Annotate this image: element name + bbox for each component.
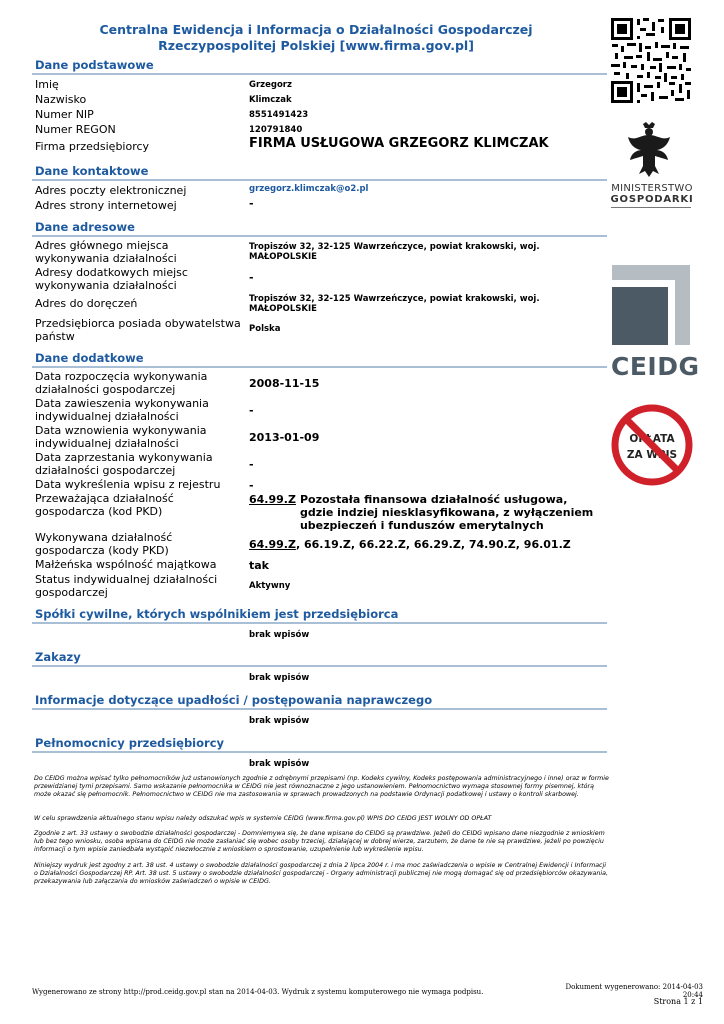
label-company-name: Firma przedsiębiorcy xyxy=(35,140,150,153)
value-first-name: Grzegorz xyxy=(249,80,292,90)
value-delivery-address: Tropiszów 32, 32-125 Wawrzeńczyce, powiat krakowski, woj. MAŁOPOLSKIE xyxy=(249,294,540,314)
pkd-code-first: 64.99.Z xyxy=(249,538,296,551)
title-line-1: Centralna Ewidencja i Informacja o Działalności Gospodarczej xyxy=(99,22,533,37)
label-main-pkd: Przeważająca działalność gospodarcza (kod PKD) xyxy=(35,492,174,518)
no-fee-line-2: ZA WPIS xyxy=(626,449,678,461)
label-start-date: Data rozpoczęcia wykonywania działalności gospodarczej xyxy=(35,370,208,396)
label-nip: Numer NIP xyxy=(35,108,94,121)
label-pkd-codes: Wykonywana działalność gospodarcza (kody PKD) xyxy=(35,531,173,557)
value-start-date: 2008-11-15 xyxy=(249,377,320,390)
value-email: grzegorz.klimczak@o2.pl xyxy=(249,184,369,194)
footnote-proxies: Do CEIDG można wpisać tylko pełnomocników już ustanowionych zgodnie z odrębnymi przepisami (np. Kodeks cywilny, Kodeks postępowania administracyjnego i inne) oraz w formie przewidzianej tymi przepisami. Samo wskazanie pełnomocnika w CEIDG nie jest równoznaczne z jego ustanowieniem. Pełnomocnictwo wymaga stosownej formy pisemnej, którą może okazać się pełnomocnik. Pełnomocnictwo w CEIDG nie ma zastosowania w sprawach prowadzonych na podstawie Ordynacji podatkowej i ustawy o kontroli skarbowej. xyxy=(34,775,609,798)
value-nip: 8551491423 xyxy=(249,110,309,120)
no-fee-sign-slash xyxy=(610,403,694,487)
main-pkd-description: Pozostała finansowa działalność usługowa, gdzie indziej niesklasyfikowana, z wyłączeniem ubezpieczeń i funduszów emerytalnych xyxy=(299,493,594,532)
main-pkd-code: 64.99.Z xyxy=(249,493,296,506)
section-heading-bankruptcy: Informacje dotyczące upadłości / postępowania naprawczego xyxy=(32,693,607,710)
no-fee-line-1: OPŁATA xyxy=(629,433,675,445)
label-joint-property: Małżeńska wspólność majątkowa xyxy=(35,558,217,571)
value-pkd-codes xyxy=(249,538,594,551)
section-heading-basic: Dane podstawowe xyxy=(32,58,607,75)
label-resumption-date: Data wznowienia wykonywania indywidualnej działalności xyxy=(35,424,207,450)
footer-page-number: Strona 1 z 1 xyxy=(653,997,703,1006)
label-first-name: Imię xyxy=(35,78,59,91)
value-cessation-date: - xyxy=(249,458,254,471)
section-heading-additional: Dane dodatkowe xyxy=(32,351,607,368)
section-heading-address: Dane adresowe xyxy=(32,220,607,237)
document-title xyxy=(60,22,572,54)
title-line-2: Rzeczypospolitej Polskiej [www.firma.gov.pl] xyxy=(158,38,474,53)
label-additional-addresses: Adresy dodatkowych miejsc wykonywania działalności xyxy=(35,266,188,292)
label-status: Status indywidualnej działalności gospodarczej xyxy=(35,573,218,599)
ceidg-logo-text: CEIDG xyxy=(611,352,700,381)
ministry-name xyxy=(604,183,700,205)
label-cessation-date: Data zaprzestania wykonywania działalności gospodarczej xyxy=(35,451,213,477)
label-last-name: Nazwisko xyxy=(35,93,87,106)
section-heading-partnerships: Spółki cywilne, których wspólnikiem jest przedsiębiorca xyxy=(32,607,607,624)
footer-generated-from: Wygenerowano ze strony http://prod.ceidg.gov.pl stan na 2014-04-03. Wydruk z systemu komputerowego nie wymaga podpisu. xyxy=(32,988,484,996)
footnote-art33: Zgodnie z art. 33 ustawy o swobodzie działalności gospodarczej - Domniemywa się, że dane wpisane do CEIDG są prawdziwe. Jeżeli do CEIDG wpisano dane niezgodnie z wnioskiem lub bez tego wniosku, osoba wpisana do CEIDG nie może zasłaniać się wobec osoby trzeciej, działającej w dobrej wierze, zarzutem, że dane te nie są prawdziwe, jeżeli po powzięciu informacji o tym wpisie zaniedbała wystąpić niezwłocznie z wnioskiem o sprostowanie, uzupełnienie lub wykreślenie wpisu. xyxy=(34,830,605,853)
label-deletion-date: Data wykreślenia wpisu z rejestru xyxy=(35,478,221,491)
label-delivery-address: Adres do doręczeń xyxy=(35,297,138,310)
value-regon: 120791840 xyxy=(249,125,303,135)
footer-generated-date: Dokument wygenerowano: 2014-04-03 20:44 xyxy=(565,983,703,999)
value-partnerships-empty: brak wpisów xyxy=(249,630,310,640)
value-additional-addresses: - xyxy=(249,271,254,284)
value-proxies-empty: brak wpisów xyxy=(249,759,310,769)
label-main-address: Adres głównego miejsca wykonywania działalności xyxy=(35,239,177,265)
footnote-verify: W celu sprawdzenia aktualnego stanu wpisu należy odszukać wpis w systemie CEIDG (www.firma.gov.pl) WPIS DO CEIDG JEST WOLNY OD OPŁAT xyxy=(34,815,492,822)
label-website: Adres strony internetowej xyxy=(35,199,177,212)
value-main-pkd xyxy=(249,493,594,532)
value-last-name: Klimczak xyxy=(249,95,292,105)
value-suspension-date: - xyxy=(249,404,254,417)
label-suspension-date: Data zawieszenia wykonywania indywidualnej działalności xyxy=(35,397,209,423)
eagle-emblem-icon xyxy=(627,122,671,178)
value-resumption-date: 2013-01-09 xyxy=(249,431,320,444)
pkd-code-rest: , 66.19.Z, 66.22.Z, 66.29.Z, 74.90.Z, 96.01.Z xyxy=(295,538,571,551)
section-heading-contact: Dane kontaktowe xyxy=(32,164,607,181)
ministry-line-1: MINISTERSTWO xyxy=(611,183,693,194)
ministry-line-2: GOSPODARKI xyxy=(610,194,694,205)
label-regon: Numer REGON xyxy=(35,123,116,136)
section-heading-bans: Zakazy xyxy=(32,650,607,667)
value-status: Aktywny xyxy=(249,581,291,591)
value-main-address: Tropiszów 32, 32-125 Wawrzeńczyce, powiat krakowski, woj. MAŁOPOLSKIE xyxy=(249,242,540,262)
ministry-divider xyxy=(611,207,691,208)
section-heading-proxies: Pełnomocnicy przedsiębiorcy xyxy=(32,736,607,753)
footnote-art38: Niniejszy wydruk jest zgodny z art. 38 ust. 4 ustawy o swobodzie działalności gospodarczej z dnia 2 lipca 2004 r. i ma moc zaświadczenia o wpisie w Centralnej Ewidencji i Informacji o Działalności Gospodarczej RP. Art. 38 ust. 5 ustawy o swobodzie działalności gospodarczej - Organy administracji publicznej nie mogą domagać się od przedsiębiorców okazywania, przekazywania lub załączania do wniosków zaświadczeń o wpisie w CEIDG. xyxy=(34,862,608,885)
value-bankruptcy-empty: brak wpisów xyxy=(249,716,310,726)
value-joint-property: tak xyxy=(249,559,269,572)
value-company-name: FIRMA USŁUGOWA GRZEGORZ KLIMCZAK xyxy=(249,136,549,151)
qr-code xyxy=(611,18,691,103)
value-bans-empty: brak wpisów xyxy=(249,673,310,683)
ceidg-logo-icon xyxy=(612,265,692,345)
value-citizenship: Polska xyxy=(249,324,281,334)
value-deletion-date: - xyxy=(249,479,254,492)
label-email: Adres poczty elektronicznej xyxy=(35,184,187,197)
value-website: - xyxy=(249,197,254,210)
label-citizenship: Przedsiębiorca posiada obywatelstwa państw xyxy=(35,317,241,343)
